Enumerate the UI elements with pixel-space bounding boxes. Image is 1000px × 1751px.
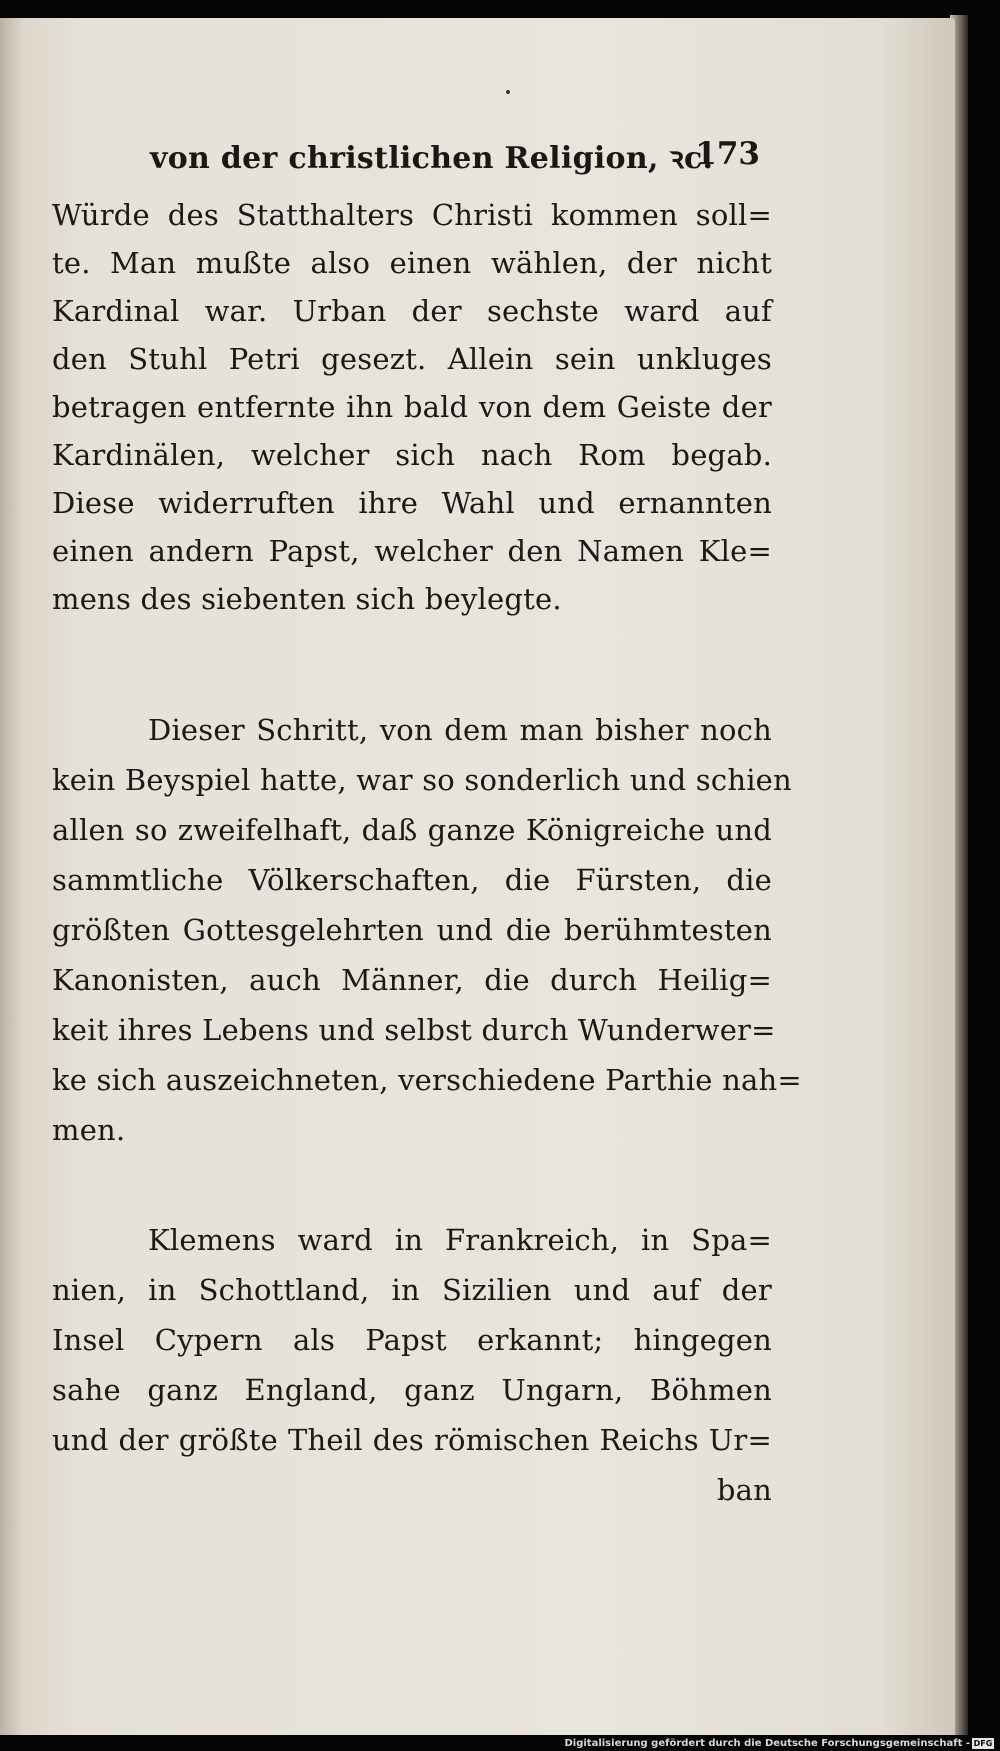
text-line: Diese widerruften ihre Wahl und ernannten (52, 486, 772, 520)
funding-notice: Digitalisierung gefördert durch die Deutsche Forschungsgemeinschaft - (564, 1738, 970, 1749)
text-line: Kardinälen, welcher sich nach Rom begab. (52, 438, 772, 472)
text-line: Würde des Statthalters Christi kommen soll= (52, 198, 772, 232)
text-line: sahe ganz England, ganz Ungarn, Böhmen (52, 1373, 772, 1407)
text-line: den Stuhl Petri gesezt. Allein sein unkluges (52, 342, 772, 376)
footer-bar (0, 1735, 1000, 1751)
catchword: ban (716, 1473, 772, 1507)
text-line: größten Gottesgelehrten und die berühmtesten (52, 913, 772, 947)
text-line: einen andern Papst, welcher den Namen Kle= (52, 534, 772, 568)
text-line: keit ihres Lebens und selbst durch Wunderwer= (52, 1013, 776, 1047)
text-line: Kanonisten, auch Männer, die durch Heilig= (52, 963, 772, 997)
text-line: allen so zweifelhaft, daß ganze Königreiche und (52, 813, 772, 847)
text-line: Dieser Schritt, von dem man bisher noch (148, 713, 772, 747)
page-speck (506, 90, 510, 94)
text-line: sammtliche Völkerschaften, die Fürsten, die (52, 863, 772, 897)
text-line: te. Man mußte also einen wählen, der nicht (52, 246, 772, 280)
text-line: betragen entfernte ihn bald von dem Geiste der (52, 390, 772, 424)
text-line: Insel Cypern als Papst erkannt; hingegen (52, 1323, 772, 1357)
text-line: nien, in Schottland, in Sizilien und auf der (52, 1273, 772, 1307)
text-line: kein Beyspiel hatte, war so sonderlich und schien (52, 763, 792, 797)
page-number: 173 (695, 136, 760, 172)
text-line: men. (52, 1113, 126, 1147)
text-line: Kardinal war. Urban der sechste ward auf (52, 294, 772, 328)
text-line: und der größte Theil des römischen Reichs Ur= (52, 1423, 772, 1457)
book-page (0, 18, 955, 1740)
running-title: von der christlichen Religion, ꝛc. (150, 141, 714, 176)
text-line: mens des siebenten sich beylegte. (52, 582, 562, 616)
dfg-logo: DFG (973, 1739, 993, 1748)
text-line: Klemens ward in Frankreich, in Spa= (148, 1223, 772, 1257)
text-line: ke sich auszeichneten, verschiedene Parthie nah= (52, 1063, 802, 1097)
running-header (150, 136, 760, 186)
